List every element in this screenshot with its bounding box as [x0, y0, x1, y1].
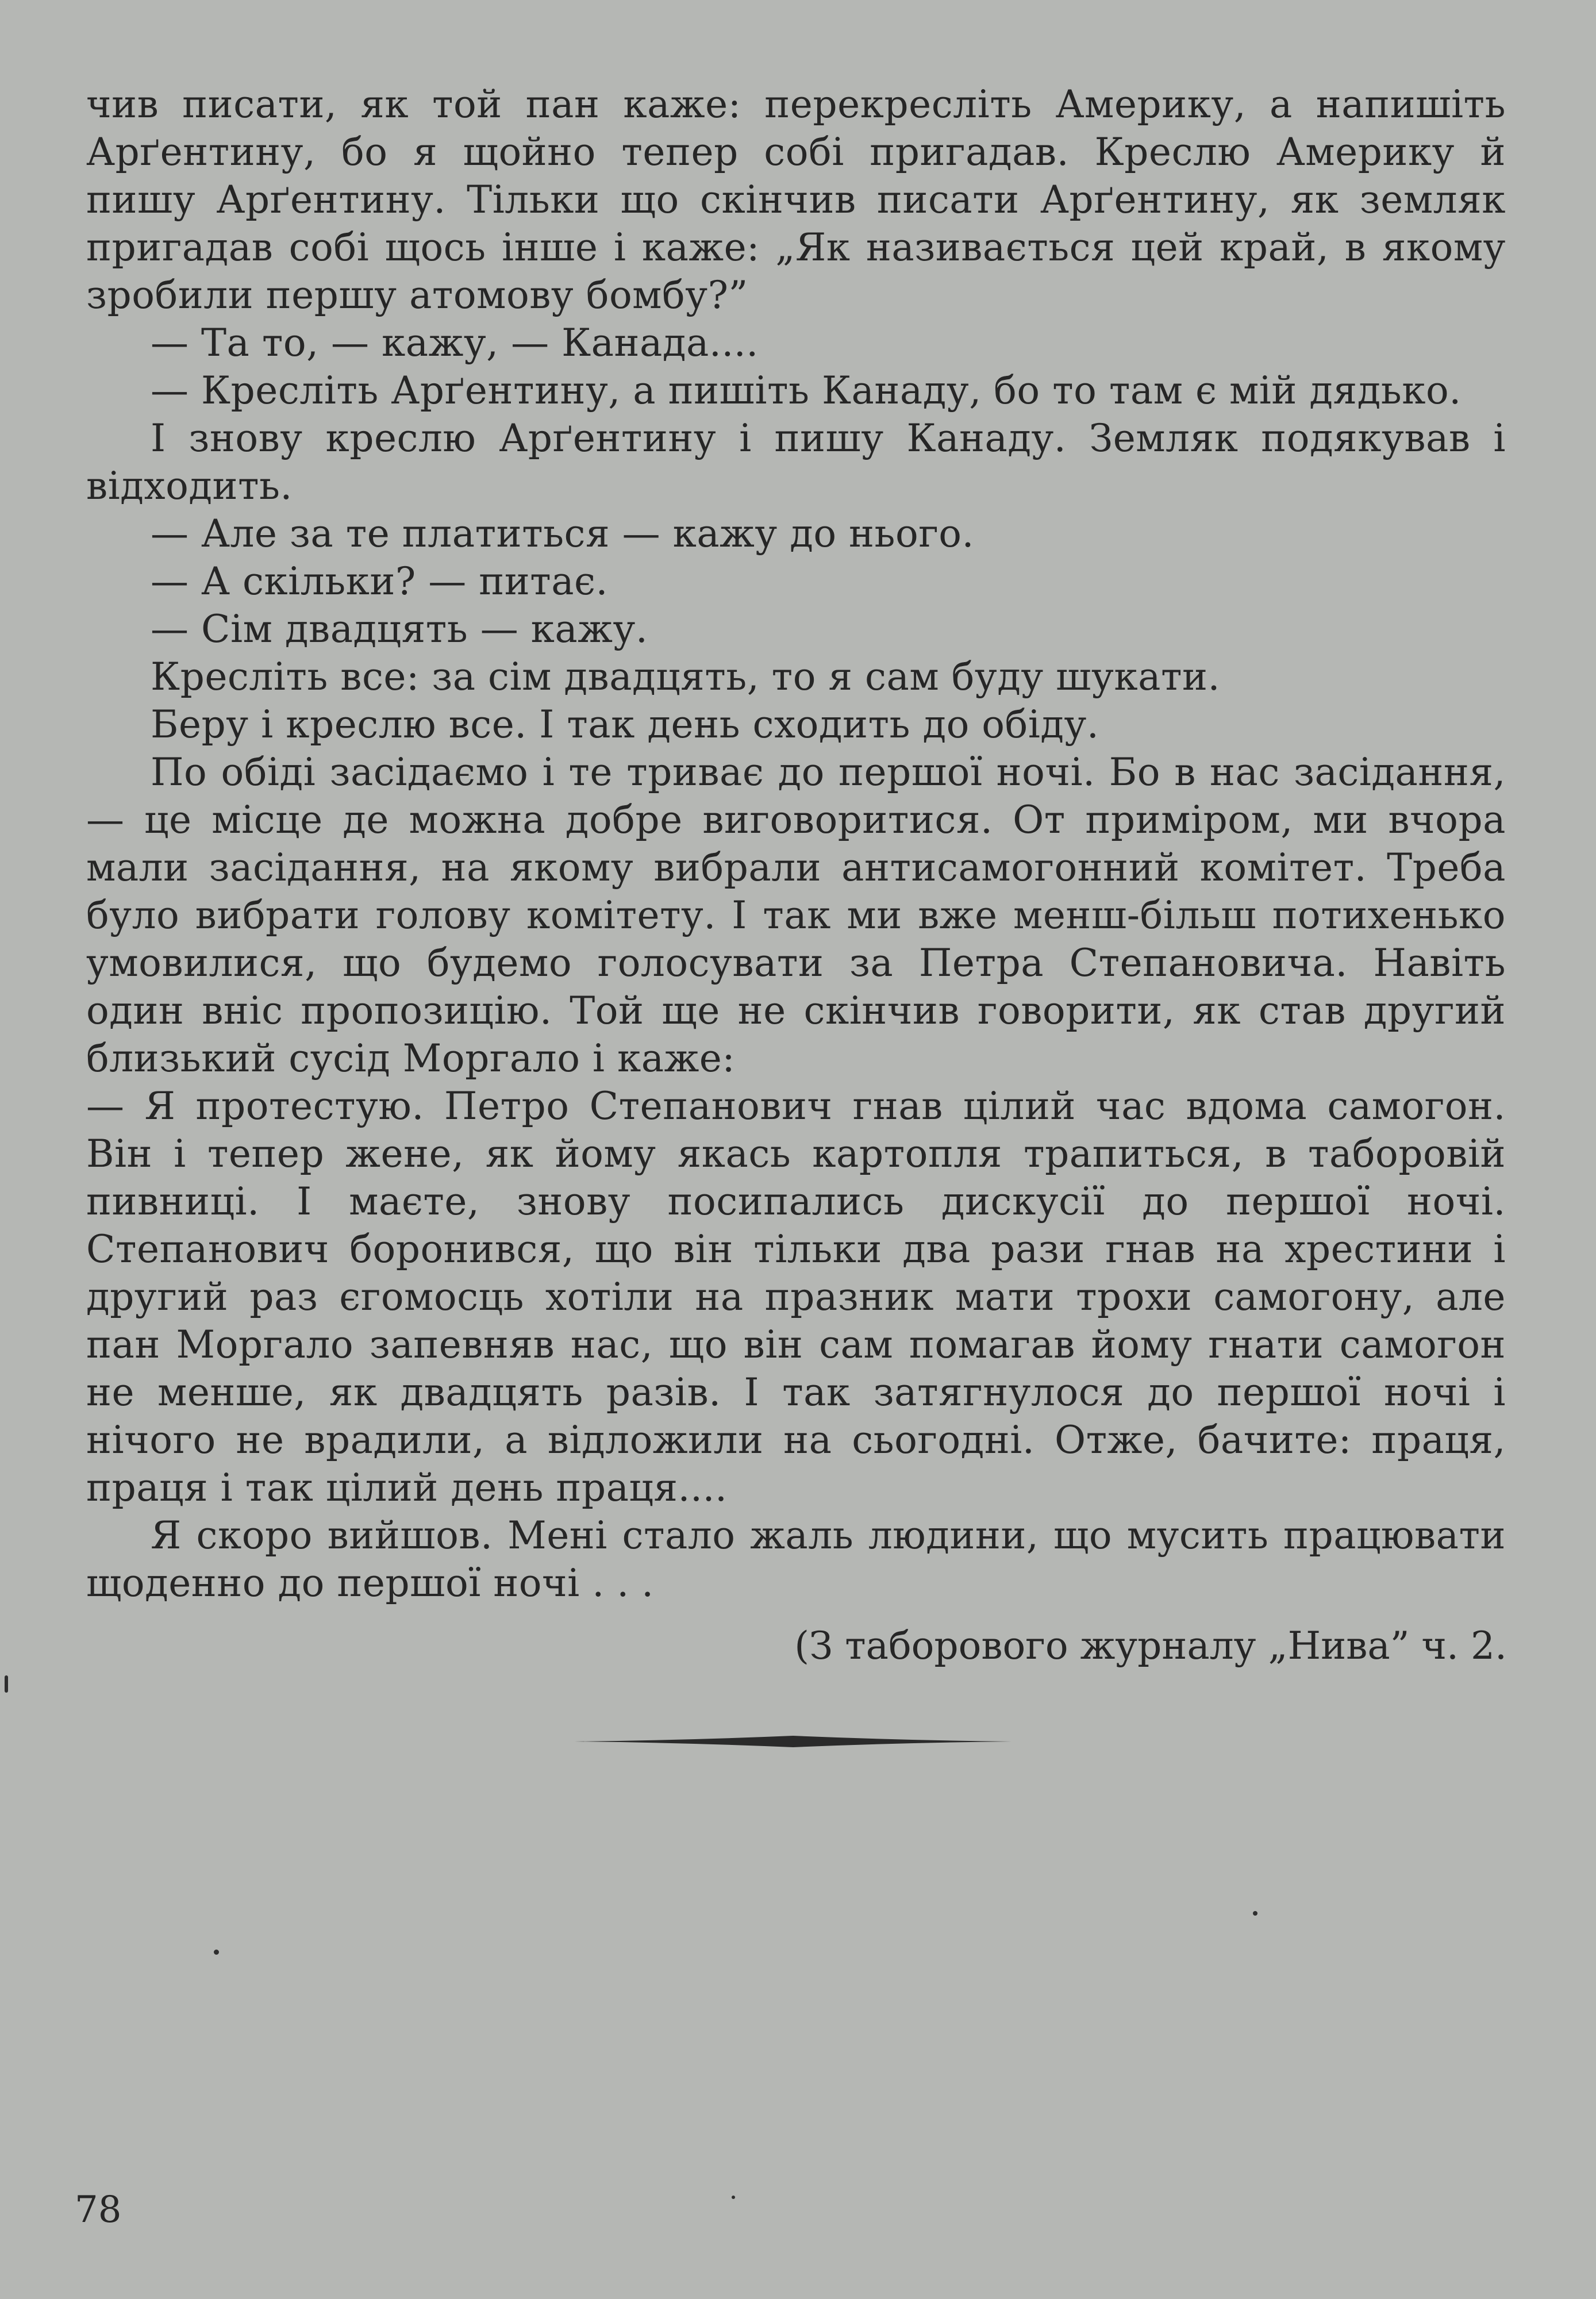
- paper-speck: [1253, 1911, 1257, 1916]
- dialogue-line: — Та то, — кажу, — Канада....: [151, 321, 759, 365]
- dialogue-line: — А скільки? — питає.: [151, 559, 608, 603]
- paragraph-continued: чив писати, як той пан каже: перекресліть Америку, а напишіть Арґентину, бо я щойно тепер собі пригадав. Креслю Америку й пишу Арґентину. Тільки що скінчив писати Арґентину, як земляк пригадав собі щось інше і каже: „Як називається цей край, в якому зробили першу атомову бомбу?”: [86, 82, 1506, 317]
- paper-speck: [214, 1950, 219, 1955]
- paper-speck: [732, 2196, 735, 2199]
- body-text: [86, 80, 1506, 1607]
- paragraph: Кресліть все: за сім двадцять, то я сам буду шукати.: [151, 655, 1220, 699]
- page-number: 78: [75, 2189, 122, 2231]
- dialogue-line: — Сім двадцять — кажу.: [151, 607, 648, 651]
- paper-speck: [5, 1675, 8, 1693]
- dialogue-line: — Кресліть Арґентину, а пишіть Канаду, бо то там є мій дядько.: [151, 368, 1462, 413]
- dialogue-paragraph: — Я протестую. Петро Степанович гнав цілий час вдома самогон. Він і тепер жене, як йому якась картопля трапиться, в таборовій пивниці. І маєте, знову посипались дискусії до першої ночі. Степанович боронився, що він тільки два рази гнав на хрестини і другий раз єгомосць хотіли на празник мати трохи самогону, але пан Моргало запевняв нас, що він сам помагав йому гнати самогон не менше, як двадцять разів. І так затягнулося до першої ночі і нічого не врадили, а відложили на сьогодні. Отже, бачите: праця, праця і так цілий день праця....: [86, 1084, 1506, 1510]
- ornament-line: [575, 1736, 1012, 1747]
- closing-paragraph: Я скоро вийшов. Мені стало жаль людини, що мусить працювати щоденно до першої ночі . . .: [86, 1513, 1506, 1605]
- paragraph: По обіді засідаємо і те триває до першої ночі. Бо в нас засідання, — це місце де можна добре виговоритися. От приміром, ми вчора мали засідання, на якому вибрали антисамогонний комітет. Треба було вибрати голову комітету. І так ми вже менш-більш потихенько умовилися, що будемо голосувати за Петра Степановича. Навіть один вніс пропозицію. Той ще не скінчив говорити, як став другий близький сусід Моргало і каже:: [86, 750, 1506, 1081]
- paragraph: Беру і креслю все. І так день сходить до обіду.: [151, 702, 1099, 747]
- paragraph: І знову креслю Арґентину і пишу Канаду. Земляк подякував і відходить.: [86, 416, 1506, 508]
- ornament-divider: [575, 1730, 1012, 1753]
- source-citation: (З таборового журналу „Нива” ч. 2.: [794, 1624, 1507, 1668]
- dialogue-line: — Але за те платиться — кажу до нього.: [151, 512, 975, 556]
